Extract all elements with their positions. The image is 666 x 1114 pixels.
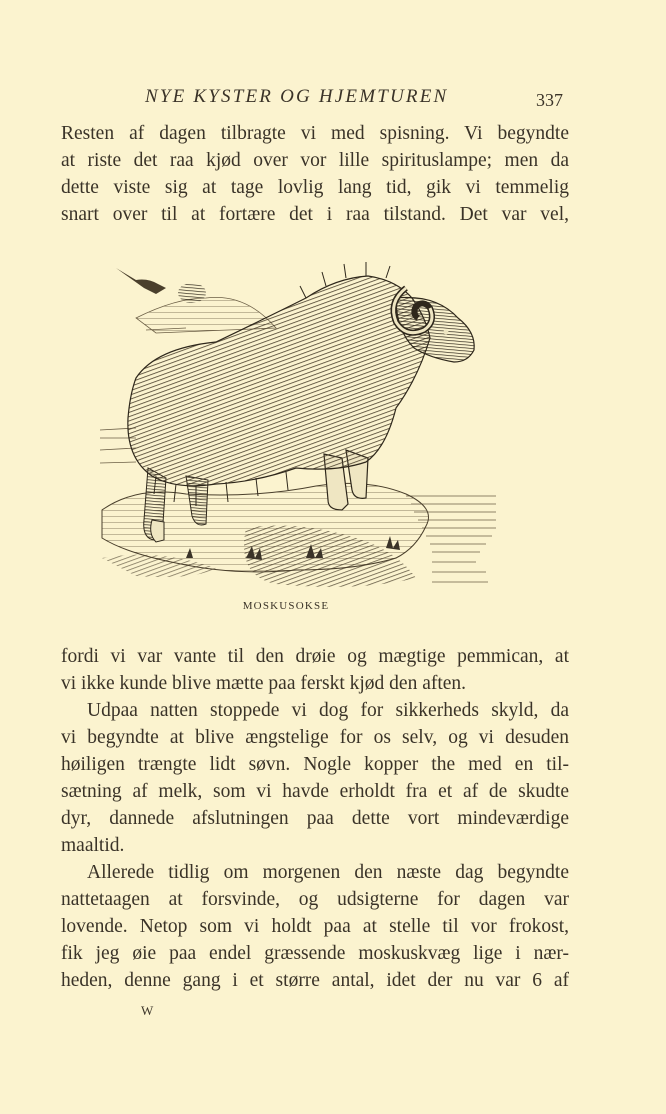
text-line: Allerede tidlig om morgenen den næste dag begyndte: [87, 862, 569, 883]
text-line: Udpaa natten stoppede vi dog for sikkerheds skyld, da: [87, 700, 569, 721]
running-head: [0, 86, 666, 110]
running-title: NYE KYSTER OG HJEMTUREN: [145, 86, 449, 107]
text-line: vi ikke kunde blive mætte paa ferskt kjød den aften.: [61, 673, 467, 694]
text-line: fik jeg øie paa endel græssende moskuskvæg lige i nær-: [61, 943, 569, 964]
page-number: 337: [536, 90, 563, 110]
text-line: fordi vi var vante til den drøie og mægtige pemmican, at: [61, 646, 569, 667]
text-line: vi begyndte at blive ængstelige for os selv, og vi desuden: [61, 727, 569, 748]
text-line: maaltid.: [61, 835, 125, 856]
text-line: heden, denne gang i et større antal, idet der nu var 6 af: [61, 970, 569, 991]
figure-caption: MOSKUSOKSE: [242, 600, 330, 612]
signature-mark: W: [141, 1003, 154, 1018]
text-line: sætning af melk, som vi havde erholdt fra et af de skudte: [61, 781, 569, 802]
text-line: nattetaagen at forsvinde, og udsigterne for dagen var: [61, 889, 569, 910]
text-line: høiligen trængte lidt søvn. Nogle kopper the med en til-: [61, 754, 569, 775]
text-line: snart over til at fortære det i raa tilstand. Det var vel,: [61, 204, 569, 225]
text-line: Resten af dagen tilbragte vi med spisning. Vi begyndte: [61, 123, 569, 144]
text-line: lovende. Netop som vi holdt paa at stelle til vor frokost,: [61, 916, 569, 937]
bottom-paragraphs: [61, 643, 569, 994]
text-line: at riste det raa kjød over vor lille spirituslampe; men da: [61, 150, 569, 171]
top-paragraph: [61, 120, 569, 228]
text-line: dyr, dannede afslutningen paa dette vort mindeværdige: [61, 808, 569, 829]
musk-ox-engraving: [96, 258, 500, 600]
text-line: dette viste sig at tage lovlig lang tid, gik vi temmelig: [61, 177, 569, 198]
